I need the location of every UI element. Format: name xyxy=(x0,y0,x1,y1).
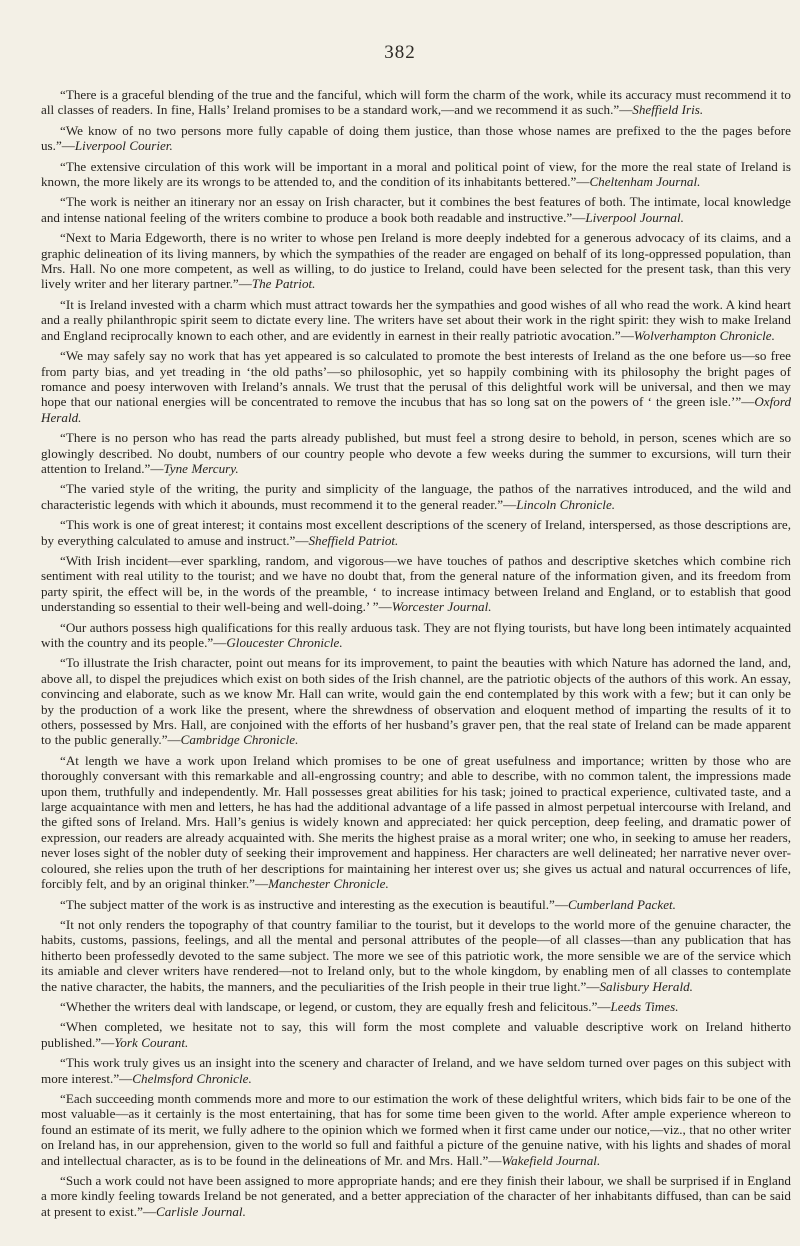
review-text: “Such a work could not have been assigned to more appropriate hands; and ere they finish their labour, we shall be surprised if in England a more kindly feeling towards Ireland be not generated, and a better appreciation of the character of her inhabitants diffused, than can be said at present to exist.”— xyxy=(41,1173,791,1219)
review-text: “With Irish incident—ever sparkling, random, and vigorous—we have touches of pathos and descriptive sketches which combine rich sentiment with real utility to the tourist; and we have no doubt that, from the general nature of the information given, and its freedom from party spirit, the effect will be, in the words of the preamble, ‘ to increase intimacy between Ireland and England, or to establish that good understanding so essential to their well-being and well-doing.’ ”— xyxy=(41,552,791,615)
review-source: Manchester Chronicle. xyxy=(268,876,389,892)
review-paragraph xyxy=(41,123,791,154)
review-paragraph xyxy=(41,517,791,548)
review-text: “The varied style of the writing, the purity and simplicity of the language, the pathos of the narratives introduced, and the wild and characteristic legends with which it abounds, must recommend it to the general reader.”— xyxy=(41,481,791,512)
review-paragraph xyxy=(41,1173,791,1219)
review-source: Lincoln Chronicle. xyxy=(516,496,616,512)
review-source: Tyne Mercury. xyxy=(163,460,239,476)
review-text: “Next to Maria Edgeworth, there is no writer to whose pen Ireland is more deeply indebted for a generous advocacy of its claims, and a graphic delineation of its living manners, by which the sympathies of the reader are engaged on behalf of its long-oppressed population, than Mrs. Hall. No one more competent, as well as willing, to do justice to Ireland, could have been selected for the present task, than this very lively writer and her literary partner.”— xyxy=(41,230,791,292)
review-source: Cambridge Chronicle. xyxy=(180,732,299,748)
review-paragraph xyxy=(41,481,791,512)
review-source: York Courant. xyxy=(114,1034,189,1050)
page-number: 382 xyxy=(384,42,416,63)
review-source: Salisbury Herald. xyxy=(599,978,693,994)
review-source: Sheffield Patriot. xyxy=(308,532,399,548)
review-text: “We may safely say no work that has yet appeared is so calculated to promote the best interests of Ireland as the one before us—so free from party bias, and yet treading in ‘the old paths’—so philosophic, yet so happily combining with its philosophy the bright pages of romance and poesy interwoven with Ireland’s annals. We trust that the perusal of this delightful work will be universal, and then we may hope that our national energies will be concentrated to remove the incubus that has so long sat on the powers of ‘ the green isle.’”— xyxy=(41,348,791,410)
review-source: Liverpool Courier. xyxy=(74,138,173,154)
review-paragraph xyxy=(41,230,791,292)
review-source: Leeds Times. xyxy=(610,998,679,1014)
review-source: Carlisle Journal. xyxy=(156,1203,246,1219)
review-text: “Whether the writers deal with landscape, or legend, or custom, they are equally fresh and felicitous.”— xyxy=(60,998,611,1014)
review-source: Wakefield Journal. xyxy=(501,1152,601,1168)
review-text: “This work truly gives us an insight into the scenery and character of Ireland, and we have seldom turned over pages on this subject with more interest.”— xyxy=(41,1055,791,1086)
review-paragraph xyxy=(41,87,791,118)
review-paragraph xyxy=(41,917,791,994)
review-text: “The extensive circulation of this work will be important in a moral and political point of view, for the more the real state of Ireland is known, the more likely are its wrongs to be attended to, and the condition of its inhabitants bettered.”— xyxy=(41,158,791,190)
review-text: “This work is one of great interest; it contains most excellent descriptions of the scenery of Ireland, interspersed, as those descriptions are, by everything calculated to amuse and instruct.”— xyxy=(41,517,791,548)
review-paragraph xyxy=(41,430,791,476)
review-text: “We know of no two persons more fully capable of doing them justice, than those whose names are prefixed to the the pages before us.”— xyxy=(41,122,791,154)
review-source: Cheltenham Journal. xyxy=(589,174,701,190)
review-text: “Our authors possess high qualifications for this really arduous task. They are not flying tourists, but have long been intimately acquainted with the country and its people.”— xyxy=(41,619,791,650)
review-source: Sheffield Iris. xyxy=(632,102,704,118)
review-source: Worcester Journal. xyxy=(391,599,492,615)
review-source: Chelmsford Chronicle. xyxy=(132,1070,252,1086)
review-text: “When completed, we hesitate not to say, this will form the most complete and valuable descriptive work on Ireland hitherto published.”— xyxy=(41,1019,791,1050)
review-text: “The work is neither an itinerary nor an essay on Irish character, but it combines the best features of both. The intimate, local knowledge and intense national feeling of the writers combine to produce a book both readable and instructive.”— xyxy=(41,194,791,225)
review-text: “To illustrate the Irish character, point out means for its improvement, to paint the beauties with which Nature has adorned the land, and, above all, to dispel the prejudices which exist on both sides of the Irish channel, are the patriotic objects of the authors of this work. An essay, convincing and elaborate, such as we know Mr. Hall can write, would gain the end contemplated by this work with a few; but it can only be by the production of a work like the present, where the shrewdness of observation and eloquent method of imparting the results of it to others, possessed by Mrs. Hall, are conjoined with the efforts of her husband’s graver pen, that the real state of Ireland can be made apparent to the public generally.”— xyxy=(41,655,791,748)
review-paragraph xyxy=(41,1055,791,1086)
review-text: “It not only renders the topography of that country familiar to the tourist, but it develops to the world more of the genuine character, the habits, customs, passions, feelings, and all the mental and personal attributes of the people—of all classes—than any publication that has hitherto been professedly devoted to the same subject. The more we see of this patriotic work, the more sensible we are of the service which its amiable and clever writers have rendered—not to Ireland only, but to the whole kingdom, by enabling men of all classes to contemplate the native character, the habits, the manners, and the peculiarities of the Irish people in their true light.”— xyxy=(41,916,791,994)
review-text: “Each succeeding month commends more and more to our estimation the work of these delightful writers, which bids fair to be one of the most valuable—as it certainly is the most entertaining, that has for some time been given to the world. After ample experience whereon to found an estimate of its merit, we fully adhere to the opinion which we formed when it first came under our notice,—viz., that no other writer on Ireland has, in our apprehension, given to the world so full and faithful a picture of the genuine native, with his lights and shades of moral and intellectual character, as is to be found in the delineations of Mr. and Mrs. Hall.”— xyxy=(41,1090,791,1168)
review-paragraph xyxy=(41,999,791,1014)
review-source: The Patriot. xyxy=(251,276,316,292)
review-source: Gloucester Chronicle. xyxy=(226,635,343,650)
review-text: “The subject matter of the work is as instructive and interesting as the execution is beautiful.”— xyxy=(60,896,568,912)
review-paragraph xyxy=(41,897,791,912)
review-paragraph xyxy=(41,1019,791,1050)
review-extracts xyxy=(41,87,791,1224)
review-source: Oxford Herald. xyxy=(41,394,791,425)
review-paragraph xyxy=(41,753,791,892)
review-source: Wolverhampton Chronicle. xyxy=(633,327,775,343)
review-source: Cumberland Packet. xyxy=(567,896,676,912)
review-paragraph xyxy=(41,553,791,615)
review-paragraph xyxy=(41,655,791,747)
review-paragraph xyxy=(41,194,791,225)
review-paragraph xyxy=(41,620,791,651)
review-paragraph xyxy=(41,348,791,425)
review-text: “It is Ireland invested with a charm which must attract towards her the sympathies and good wishes of all who read the work. A kind heart and a really philanthropic spirit seem to dictate every line. The writers have set about their work in the right spirit: they wish to make Ireland and England reciprocally known to each other, and are evidently in earnest in their really patriotic avocation.”— xyxy=(41,296,791,343)
review-text: “There is no person who has read the parts already published, but must feel a strong desire to behold, in person, scenes which are so glowingly described. No doubt, numbers of our country people who devote a few weeks during the summer to excursions, will turn their attention to Ireland.”— xyxy=(41,430,791,476)
review-text: “At length we have a work upon Ireland which promises to be one of great usefulness and importance; written by those who are thoroughly conversant with this remarkable and all-engrossing country; and able to describe, with no common talent, the impressions made upon them, truthfully and independently. Mr. Hall possesses great abilities for his task; joined to practical experience, cultivated taste, and a large acquaintance with men and letters, he has had the additional advantage of a life passed in almost perpetual intercourse with Ireland, and the gifted sons of Ireland. Mrs. Hall’s genius is widely known and appreciated: her quick perception, deep feeling, and dramatic power of expression, our readers are already acquainted with. She merits the highest praise as a moral writer; one who, in seeking to amuse her readers, never loses sight of the nobler duty of seeking their improvement and happiness. Her characters are well delineated; her narrative never over-coloured, she relies upon the truth of her descriptions for maintaining her interest over us; she gives us actual and natural occurrences of life, forcibly felt, and by an original thinker.”— xyxy=(41,752,791,892)
review-text: “There is a graceful blending of the true and the fanciful, which will form the charm of the work, while its accuracy must recommend it to all classes of readers. In fine, Halls’ Ireland promises to be a standard work,—and we recommend it as such.”— xyxy=(41,87,791,118)
review-paragraph xyxy=(41,1091,791,1168)
review-source: Liverpool Journal. xyxy=(585,209,684,225)
review-paragraph xyxy=(41,159,791,190)
review-paragraph xyxy=(41,297,791,343)
